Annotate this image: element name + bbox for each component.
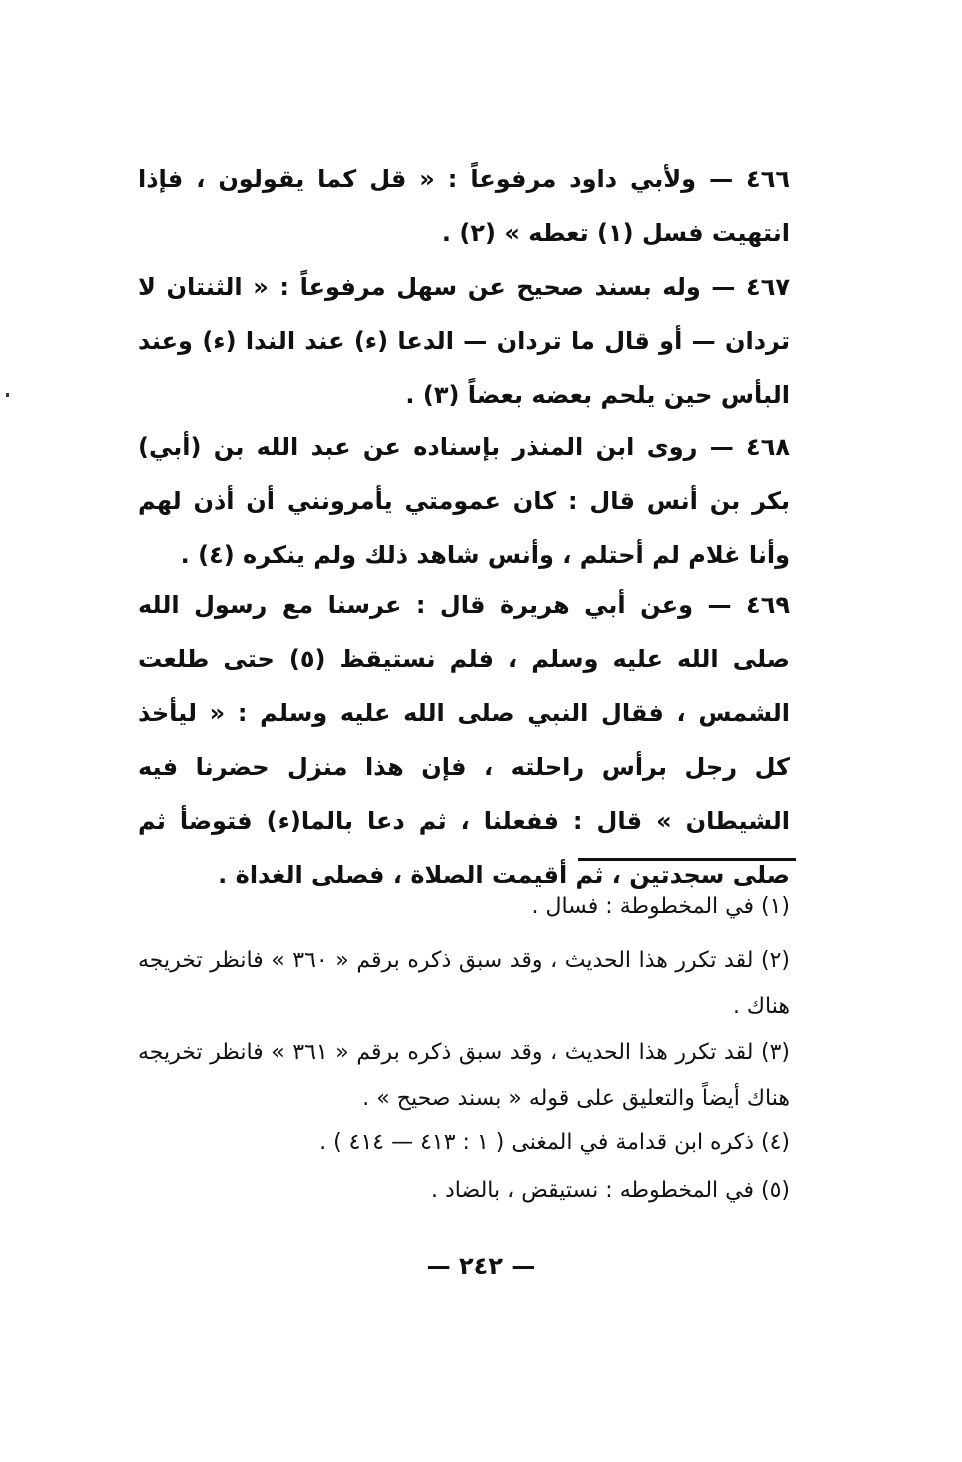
- footnote-2: (٢) لقد تكرر هذا الحديث ، وقد سبق ذكره برقم « ٣٦٠ » فانظر تخريجه هناك .: [138, 948, 790, 1019]
- paragraph-468: ٤٦٨ — روى ابن المنذر بإسناده عن عبد الله بن (أبي) بكر بن أنس قال : كان عمومتي يأمرونني أن أذن لهم وأنا غلام لم أحتلم ، وأنس شاهد ذلك ولم ينكره (٤) .: [138, 433, 790, 569]
- footnote-separator: [578, 858, 796, 861]
- page-number: — ٢٤٢ —: [426, 1252, 536, 1280]
- paragraph-467: ٤٦٧ — وله بسند صحيح عن سهل مرفوعاً : « الثنتان لا تردان — أو قال ما تردان — الدعا (ء) عند الندا (ء) وعند البأس حين يلحم بعضه بعضاً (٣) .: [138, 273, 790, 409]
- footnote-4: (٤) ذكره ابن قدامة في المغنى ( ١ : ٤١٣ — ٤١٤ ) .: [319, 1130, 790, 1155]
- footnote-5: (٥) في المخطوطه : نستيقض ، بالضاد .: [431, 1178, 790, 1203]
- footnote-1: (١) في المخطوطة : فسال .: [531, 894, 790, 919]
- footnote-3: (٣) لقد تكرر هذا الحديث ، وقد سبق ذكره برقم « ٣٦١ » فانظر تخريجه هناك أيضاً والتعليق على قوله « بسند صحيح » .: [138, 1040, 790, 1111]
- paragraph-469: ٤٦٩ — وعن أبي هريرة قال : عرسنا مع رسول الله صلى الله عليه وسلم ، فلم نستيقظ (٥) حتى طلعت الشمس ، فقال النبي صلى الله عليه وسلم : « ليأخذ كل رجل برأس راحلته ، فإن هذا منزل حضرنا فيه الشيطان » قال : ففعلنا ، ثم دعا بالما(ء) فتوضأ ثم صلى سجدتين ، ثم أقيمت الصلاة ، فصلى الغداة .: [138, 591, 790, 889]
- paragraph-466: ٤٦٦ — ولأبي داود مرفوعاً : « قل كما يقولون ، فإذا انتهيت فسل (١) تعطه » (٢) .: [138, 165, 790, 247]
- scan-speck: [6, 393, 9, 397]
